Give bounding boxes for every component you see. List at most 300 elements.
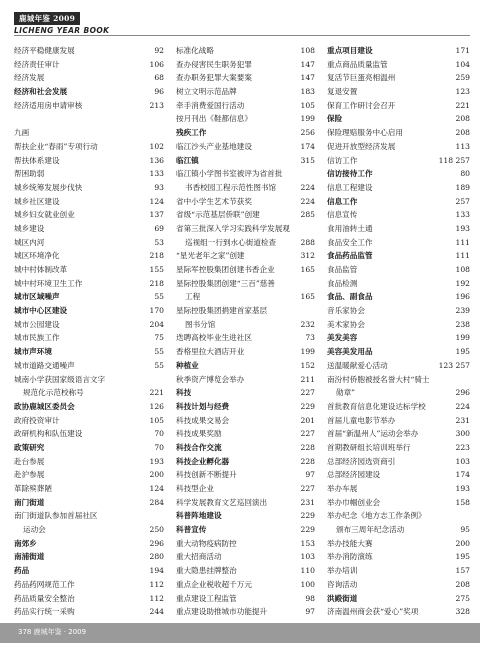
index-page-number: 296	[455, 388, 470, 398]
index-page-number: 104	[455, 59, 470, 69]
index-entry	[176, 126, 315, 140]
index-term: 举办巾帼创业会	[327, 497, 381, 507]
index-entry	[14, 304, 164, 318]
index-page-number: 165	[300, 265, 315, 274]
index-term: 举办纪念《地方志工作条例》	[327, 511, 426, 521]
index-entry	[176, 304, 315, 318]
index-entry	[176, 414, 315, 428]
index-entry	[176, 373, 315, 387]
index-term: 咨询活动	[327, 579, 358, 589]
index-page-number: 231	[300, 497, 315, 507]
index-page-number: 171	[455, 46, 470, 55]
index-entry	[14, 167, 164, 181]
index-term: 信访接待工作	[327, 169, 373, 179]
index-entry	[176, 85, 315, 99]
index-page-number: 229	[300, 401, 315, 411]
index-entry	[327, 236, 470, 250]
index-entry	[14, 592, 164, 606]
index-page-number: 328	[455, 607, 470, 617]
index-page-number: 174	[455, 470, 470, 480]
index-page-number: 103	[300, 552, 315, 562]
index-page-number: 55	[154, 347, 164, 357]
footer-text: 378 鹿城年鉴 · 2009	[18, 628, 87, 636]
index-page-number: 256	[300, 128, 315, 138]
index-term: 牵手消费爱国行活动	[176, 100, 245, 110]
index-term: 科技创新不断提升	[176, 470, 237, 480]
index-term: 城乡妇女就业创业	[14, 210, 75, 220]
index-page-number: 105	[300, 100, 315, 110]
index-page-number: 231	[455, 415, 470, 425]
index-entry	[176, 592, 315, 606]
index-term: 帮扶体系建设	[14, 155, 60, 165]
index-entry	[327, 331, 470, 345]
index-page-number: 199	[300, 347, 315, 357]
index-term: 残疾工作	[176, 128, 207, 138]
index-term: 食用油转土通	[327, 223, 373, 233]
index-entry	[14, 71, 164, 85]
index-entry	[176, 386, 315, 400]
index-entry	[327, 58, 470, 72]
index-term: 南浦街道	[14, 552, 45, 562]
index-term: 临江镇	[176, 155, 199, 165]
index-page-number: 118 257	[438, 155, 470, 165]
index-entry	[327, 154, 470, 168]
index-entry	[176, 564, 315, 578]
index-entry	[14, 222, 164, 236]
index-page-number: 284	[149, 497, 164, 507]
index-page-number: 124	[149, 484, 164, 493]
index-page-number: 199	[455, 333, 470, 343]
index-entry	[14, 112, 164, 126]
index-page-number: 208	[455, 579, 470, 589]
index-page-number: 152	[300, 360, 315, 370]
index-term: 食品药品监管	[327, 251, 373, 261]
index-entry	[176, 468, 315, 482]
index-page-number: 100	[300, 579, 315, 589]
index-page-number: 275	[455, 593, 470, 603]
index-page-number: 312	[300, 251, 315, 261]
index-term: 巡视组一行到水心街道检查	[185, 237, 277, 247]
index-entry	[327, 441, 470, 455]
index-entry	[327, 85, 470, 99]
index-page-number: 174	[300, 141, 315, 151]
index-entry	[14, 345, 164, 359]
index-term: 秋季资产博览会举办	[176, 374, 245, 384]
index-entry	[327, 468, 470, 482]
index-term: 科学发展教育文艺巡回演出	[176, 497, 268, 507]
index-entry	[14, 427, 164, 441]
index-term: 食品安全工作	[327, 237, 373, 247]
index-entry	[327, 345, 470, 359]
index-entry	[14, 331, 164, 345]
index-page-number: 124	[149, 196, 164, 206]
index-page-number: 221	[149, 388, 164, 398]
index-entry	[176, 455, 315, 469]
index-term: 政府投资审计	[14, 415, 60, 425]
index-term: 经济发展	[14, 73, 45, 83]
index-entry	[176, 208, 315, 222]
index-term: 重点企业税收超千万元	[176, 579, 252, 589]
index-page-number: 92	[154, 46, 164, 55]
index-column-2	[176, 44, 315, 619]
index-page-number: 108	[455, 265, 470, 274]
index-entry	[14, 44, 164, 58]
index-page-number: 98	[305, 593, 315, 603]
index-page-number: 208	[455, 128, 470, 138]
index-page-number: 201	[300, 415, 315, 425]
index-page-number: 208	[455, 114, 470, 124]
index-term: 南门街道	[14, 497, 45, 507]
index-page-number: 102	[149, 141, 164, 151]
index-entry	[176, 195, 315, 209]
index-term: 帮扶企业“春雨”专项行动	[14, 141, 98, 151]
index-term: 总部经济园建设	[327, 470, 381, 480]
index-term: 南郊乡	[14, 538, 37, 548]
index-term: 按月刊出《鞋都信息》	[176, 114, 252, 124]
index-term: 美发美容	[327, 333, 358, 343]
index-term: 查办侵害民生职务犯罪	[176, 59, 252, 69]
index-page-number: 218	[149, 278, 164, 288]
index-entry	[14, 359, 164, 373]
index-term: 首期教研组长培训班举行	[327, 442, 411, 452]
index-page-number: 69	[154, 223, 164, 233]
index-term: 药品实行统一采购	[14, 607, 75, 617]
index-term: 城乡统筹发展步伐快	[14, 182, 83, 192]
index-term: 食品监管	[327, 265, 358, 274]
index-entry	[327, 373, 470, 387]
index-term: 南汾村侨胞被授名誉大村“骑士	[327, 374, 430, 384]
index-entry	[14, 537, 164, 551]
index-term: 济南温州商会获“爱心”奖项	[327, 607, 419, 617]
index-term: 保险	[327, 114, 343, 124]
index-entry	[327, 482, 470, 496]
index-page-number: 153	[300, 538, 315, 548]
index-term: 政策研究	[14, 442, 45, 452]
index-column-3	[327, 44, 470, 619]
index-entry	[327, 290, 470, 304]
index-page-number: 136	[149, 155, 164, 165]
index-entry	[14, 455, 164, 469]
index-term: 香格里拉大酒店开业	[176, 347, 245, 357]
index-entry	[14, 99, 164, 113]
index-page-number: 315	[300, 155, 315, 165]
index-term: 迭聘高校毕业生进社区	[176, 333, 252, 343]
index-page-number: 199	[300, 114, 315, 124]
index-entry	[14, 482, 164, 496]
index-entry	[327, 44, 470, 58]
index-page-number: 213	[149, 100, 164, 110]
index-page-number: 75	[154, 333, 164, 343]
index-page-number: 204	[149, 319, 164, 329]
index-term: 药品质量安全整治	[14, 593, 75, 603]
index-page-number: 112	[149, 579, 164, 589]
index-term: 科技型企业	[176, 484, 214, 493]
index-page-number: 288	[300, 237, 315, 247]
index-entry	[14, 550, 164, 564]
index-page-number: 137	[149, 210, 164, 220]
index-entry	[176, 537, 315, 551]
index-entry	[14, 140, 164, 154]
index-entry	[14, 318, 164, 332]
index-entry	[327, 386, 470, 400]
index-page-number: 110	[300, 566, 315, 576]
index-term: 首届“新温州人”运动会举办	[327, 429, 419, 439]
index-page-number: 238	[455, 319, 470, 329]
index-page-number: 195	[455, 552, 470, 562]
index-term: 城中村体制改革	[14, 265, 68, 274]
index-entry	[14, 441, 164, 455]
index-term: 省级“示范基层侨联”创建	[176, 210, 260, 220]
footer-bar	[0, 623, 480, 643]
index-page-number: 259	[455, 73, 470, 83]
index-term: 经济平稳健康发展	[14, 46, 75, 55]
index-term: 工程	[185, 292, 201, 302]
index-page-number: 170	[149, 306, 164, 316]
index-term: 送温暖献爱心活动	[327, 360, 388, 370]
index-term: 科技	[176, 388, 192, 398]
index-entry	[176, 550, 315, 564]
index-term: 科普宣传	[176, 525, 207, 535]
index-term: 城市民族工作	[14, 333, 60, 343]
index-entry	[176, 71, 315, 85]
index-page-number: 285	[300, 210, 315, 220]
index-term: 种植业	[176, 360, 199, 370]
index-page-number: 105	[149, 415, 164, 425]
index-term: 总部经济园选资商引	[327, 456, 396, 466]
index-entry	[176, 331, 315, 345]
index-entry	[327, 523, 470, 537]
index-entry	[176, 345, 315, 359]
index-page-number: 157	[455, 566, 470, 576]
index-term: 赴台参展	[14, 456, 45, 466]
index-page-number: 229	[300, 511, 315, 521]
index-entry	[14, 386, 164, 400]
index-term: 保育工作研讨会召开	[327, 100, 396, 110]
index-page-number: 224	[455, 401, 470, 411]
index-entry	[327, 550, 470, 564]
index-entry	[327, 578, 470, 592]
index-term: 政研机构和队伍建设	[14, 429, 83, 439]
index-term: 星际军控股集团创建书香企业	[176, 265, 275, 274]
index-page-number: 165	[300, 292, 315, 302]
index-entry	[176, 236, 315, 250]
index-term: 食品、副食品	[327, 292, 373, 302]
index-term: 政协鹿城区委员会	[14, 401, 75, 411]
index-page-number: 93	[154, 182, 164, 192]
index-entry	[176, 263, 315, 277]
index-term: 赴沪参展	[14, 470, 45, 480]
index-entry	[14, 126, 164, 140]
index-term: 复退安置	[327, 87, 358, 97]
index-entry	[327, 71, 470, 85]
index-page-number: 196	[455, 292, 470, 302]
index-term: 重大动物疫病防控	[176, 538, 237, 548]
index-entry	[327, 167, 470, 181]
index-term: 重点建设工程监管	[176, 593, 237, 603]
index-columns	[14, 44, 470, 617]
index-page-number: 70	[154, 442, 164, 452]
index-term: 城乡建设	[14, 223, 45, 233]
index-term: 标准化战略	[176, 46, 214, 55]
index-page-number: 229	[300, 525, 315, 535]
index-page-number: 123 257	[438, 360, 470, 370]
index-entry	[14, 208, 164, 222]
index-page-number: 80	[460, 169, 470, 179]
index-entry	[14, 578, 164, 592]
index-page-number: 193	[149, 456, 164, 466]
index-entry	[176, 318, 315, 332]
index-term: 举办技能大赛	[327, 538, 373, 548]
index-entry	[14, 263, 164, 277]
index-entry	[14, 496, 164, 510]
index-term: 经济责任审计	[14, 59, 60, 69]
index-term: 科技成果交易会	[176, 415, 230, 425]
index-entry	[14, 85, 164, 99]
index-term: 城市道路交通噪声	[14, 360, 75, 370]
index-entry	[327, 427, 470, 441]
index-term: 重点项目建设	[327, 46, 373, 55]
index-page-number: 108	[300, 46, 315, 55]
index-page-number: 133	[455, 210, 470, 220]
index-page-number: 155	[149, 265, 164, 274]
index-page-number: 73	[305, 333, 315, 343]
index-term: 书香校园工程示范性图书馆	[185, 182, 277, 192]
index-entry	[327, 537, 470, 551]
index-term: 重点建设助推城市功能提升	[176, 607, 268, 617]
index-term: 图书分馆	[185, 319, 216, 329]
index-page-number: 183	[300, 87, 315, 97]
index-page-number: 227	[300, 484, 315, 493]
index-term: 颁布三周年纪念活动	[336, 525, 405, 535]
index-entry	[176, 400, 315, 414]
index-term: 信息宣传	[327, 210, 358, 220]
index-term: 省中小学生艺术节获奖	[176, 196, 252, 206]
index-term: 革除殡葬陋	[14, 484, 52, 493]
index-page-number: 189	[455, 182, 470, 192]
index-term: 运动会	[23, 525, 46, 535]
index-entry	[176, 427, 315, 441]
index-entry	[176, 523, 315, 537]
index-entry	[327, 277, 470, 291]
index-entry	[327, 605, 470, 619]
index-entry	[327, 414, 470, 428]
index-term: 重大隐患挂牌整治	[176, 566, 237, 576]
index-term: 举办车展	[327, 484, 358, 493]
index-term: 首届儿童电影节举办	[327, 415, 396, 425]
index-entry	[14, 181, 164, 195]
index-entry	[14, 605, 164, 619]
index-entry	[14, 58, 164, 72]
index-page-number: 194	[149, 566, 164, 576]
index-term: 美容美发用品	[327, 347, 373, 357]
index-term: 城市中心区建设	[14, 306, 68, 316]
index-page-number: 224	[300, 182, 315, 192]
index-page-number: 96	[154, 87, 164, 97]
index-term: 勋章”	[336, 388, 356, 398]
index-entry	[327, 318, 470, 332]
index-entry	[176, 509, 315, 523]
index-term: 城乡社区建设	[14, 196, 60, 206]
index-page-number: 227	[300, 429, 315, 439]
index-entry	[14, 290, 164, 304]
index-entry	[327, 112, 470, 126]
index-term: 重点商品质量监管	[327, 59, 388, 69]
index-page-number: 113	[455, 141, 470, 151]
index-page-number: 70	[154, 429, 164, 439]
index-entry	[14, 564, 164, 578]
index-page-number: 300	[455, 429, 470, 439]
index-term: 星际控股集团创建“三百”慈善	[176, 278, 275, 288]
index-entry	[176, 441, 315, 455]
index-entry	[14, 373, 164, 387]
index-term: 星际控股集团捐建首家基层	[176, 306, 268, 316]
index-entry	[327, 222, 470, 236]
index-page-number: 257	[455, 196, 470, 206]
index-entry	[14, 400, 164, 414]
index-entry	[327, 140, 470, 154]
index-term: 城区环境净化	[14, 251, 60, 261]
index-page-number: 228	[300, 442, 315, 452]
index-page-number: 211	[300, 374, 315, 384]
index-page-number: 193	[455, 484, 470, 493]
index-entry	[327, 400, 470, 414]
index-page-number: 221	[455, 100, 470, 110]
index-page-number: 112	[149, 593, 164, 603]
running-header	[14, 6, 109, 35]
index-entry	[176, 290, 315, 304]
index-page-number: 111	[455, 237, 470, 247]
index-entry	[327, 509, 470, 523]
index-entry	[176, 605, 315, 619]
index-term: 音乐家协会	[327, 306, 365, 316]
index-entry	[176, 140, 315, 154]
index-page-number: 53	[154, 237, 164, 247]
index-entry	[327, 181, 470, 195]
index-entry	[14, 468, 164, 482]
index-entry	[327, 496, 470, 510]
index-page-number: 95	[460, 525, 470, 535]
index-page-number: 68	[154, 73, 164, 83]
index-term: 帮困助弱	[14, 169, 45, 179]
index-term: 举办消防演练	[327, 552, 373, 562]
index-entry	[176, 222, 315, 236]
index-term: 科技企业孵化器	[176, 456, 230, 466]
index-term: 信访工作	[327, 155, 358, 165]
header-rule	[14, 35, 470, 36]
index-term: 城南小学获国家级语言文字	[14, 374, 106, 384]
index-page-number: 106	[149, 59, 164, 69]
index-entry	[327, 195, 470, 209]
index-entry	[176, 496, 315, 510]
index-page-number: 232	[300, 319, 315, 329]
index-page-number: 123	[455, 87, 470, 97]
index-entry	[327, 592, 470, 606]
index-entry	[176, 154, 315, 168]
index-entry	[176, 58, 315, 72]
index-term: 药品	[14, 566, 30, 576]
index-entry	[327, 455, 470, 469]
index-page-number: 239	[455, 306, 470, 316]
index-page-number: 192	[455, 278, 470, 288]
index-term: 临江镇小学图书室被评为省首批	[176, 169, 283, 179]
index-page-number: 195	[455, 347, 470, 357]
index-entry	[176, 482, 315, 496]
index-entry	[176, 578, 315, 592]
index-page-number: 103	[455, 456, 470, 466]
index-page-number: 193	[455, 223, 470, 233]
index-entry	[176, 359, 315, 373]
index-page-number: 55	[154, 360, 164, 370]
